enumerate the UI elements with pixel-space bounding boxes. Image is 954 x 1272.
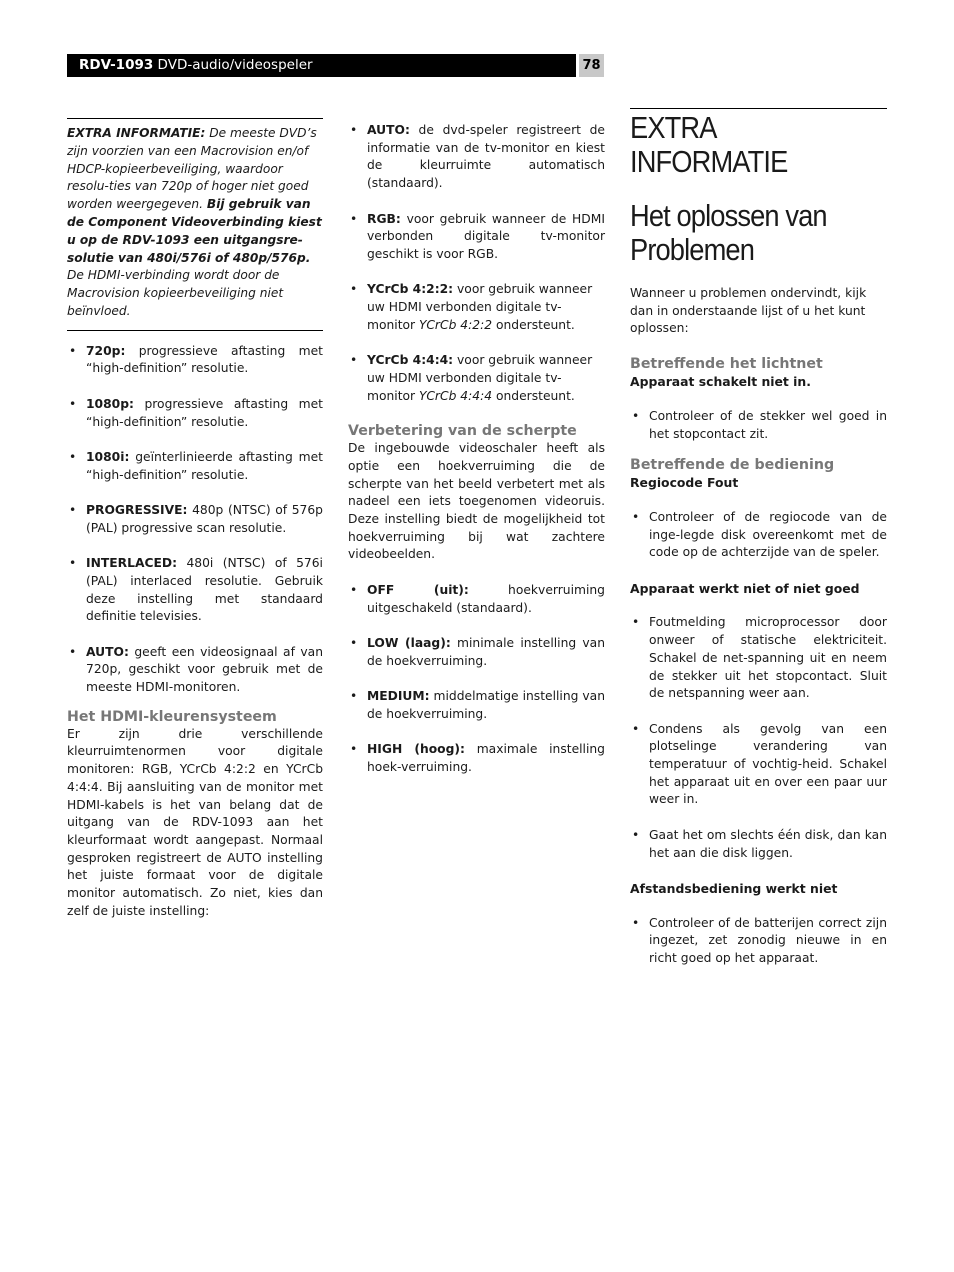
list-item: • Gaat het om slechts één disk, dan kan het aan die disk liggen.: [630, 827, 887, 862]
item-term: OFF (uit):: [367, 583, 469, 598]
list-item: [348, 122, 605, 193]
list-item: [348, 211, 605, 264]
item-term: 1080p:: [86, 396, 134, 411]
list-item: [67, 555, 323, 626]
item-italic: YCrCb 4:2:2: [419, 317, 493, 332]
middle-column: [348, 122, 605, 795]
list-item: • Controleer of de regiocode van de inge-legde disk overeenkomt met de code op de achterzijde van de speler.: [630, 509, 887, 562]
sharpness-heading: Verbetering van de scherpte: [348, 423, 577, 440]
note-bold-text: Bij gebruik van de Component Videoverbinding kiest u op de RDV-1093 een uitgangsre-solutie van 480i/576i of 480p/576p.: [67, 197, 322, 265]
list-item: [67, 644, 323, 697]
item-text: middelmatige instelling van de hoekverruiming.: [367, 689, 605, 722]
list-item: • Condens als gevolg van een plotselinge verandering van temperatuur of vochtig-heid. Schakel het apparaat uit en over een paar uur weer in.: [630, 721, 887, 810]
list-item: [67, 396, 323, 431]
sharpness-text: De ingebouwde videoschaler heeft als optie een hoekverruiming die de scherpte van het beeld verbetert met als nadeel een iets toegenomen videoruis. Deze instelling biedt de mogelijkheid tot hoekverruiming bij wat zachtere videobeelden.: [348, 441, 605, 562]
item-text: de dvd-speler registreert de informatie van de tv-monitor en kiest de kleurruimte automatisch (standaard).: [367, 123, 605, 191]
item-term: MEDIUM:: [367, 689, 430, 704]
extra-info-note: [67, 119, 323, 331]
item-text: hoekverruiming uitgeschakeld (standaard).: [367, 583, 605, 615]
item-term: AUTO:: [367, 123, 410, 137]
list-item: • Controleer of de batterijen correct zijn ingezet, zet zonodig nieuwe in en richt goed op het apparaat.: [630, 915, 887, 968]
item-term: LOW (laag):: [367, 636, 451, 651]
item-text: progressieve aftasting met “high-definition” resolutie.: [86, 343, 323, 376]
note-text-1: De meeste DVD’s zijn voorzien van een Macrovision en/of HDCP-kopieerbeveiliging, waardoor resolu-ties van 720p of hoger niet goed worden weergegeven.: [67, 126, 317, 212]
operation-heading: Betreffende de bediening: [630, 457, 835, 474]
item-term: 720p:: [86, 343, 126, 358]
list-item: [348, 635, 605, 670]
remote-list: [630, 915, 887, 968]
hdmi-color-text: Er zijn drie verschillende kleurruimtenormen voor digitale monitoren: RGB, YCrCb 4:2:2 en YCrCb 4:4:4. Bij aansluiting van de monitor met HDMI-kabels is het van belang dat de uitgang van de RDV-1093 aan het kleurformaat wordt aangepast. Normaal gesproken registreert de AUTO instelling het juiste formaat voor de digitale monitor automatisch. Zo niet, kies dan zelf de juiste instelling:: [67, 726, 323, 918]
color-space-list: [348, 122, 605, 405]
item-term: 1080i:: [86, 449, 130, 464]
power-subheading: Apparaat schakelt niet in.: [630, 374, 811, 390]
item-text: minimale instelling van de hoekverruiming.: [367, 636, 605, 668]
list-item: • Foutmelding microprocessor door onweer of statische elektriciteit. Schakel de net-spanning uit en neem de stekker uit het stopcontact. Sluit de netspanning weer aan.: [630, 614, 887, 703]
list-item: [348, 688, 605, 723]
power-list: [630, 408, 887, 443]
remote-subheading: Afstandsbediening werkt niet: [630, 880, 838, 896]
hdmi-color-heading: Het HDMI-kleurensysteem: [67, 708, 277, 725]
region-subheading: Regiocode Fout: [630, 475, 739, 491]
model-name: RDV-1093: [79, 57, 154, 73]
item-text: maximale instelling hoek-verruiming.: [367, 742, 605, 775]
page-number: 78: [579, 54, 604, 77]
item-term: PROGRESSIVE:: [86, 503, 188, 518]
section-title: EXTRA INFORMATIE: [630, 110, 788, 179]
item-text: voor gebruik wanneer uw HDMI verbonden digitale tv-monitor: [367, 282, 593, 332]
note-label: EXTRA INFORMATIE:: [67, 126, 206, 140]
page-header: [67, 54, 576, 77]
item-text: voor gebruik wanneer uw HDMI verbonden digitale tv-monitor: [367, 353, 593, 403]
list-item: [67, 343, 323, 378]
list-item: [348, 741, 605, 776]
resolution-list: [67, 343, 323, 697]
item-tail: ondersteunt.: [495, 317, 575, 332]
list-item: [67, 449, 323, 484]
list-item: [348, 281, 605, 334]
item-text: 480p (NTSC) of 576p (PAL) progressive scan resolutie.: [86, 503, 323, 535]
malfunction-subheading: Apparaat werkt niet of niet goed: [630, 580, 860, 596]
item-term: RGB:: [367, 211, 401, 226]
item-text: 480i (NTSC) of 576i (PAL) interlaced resolutie. Gebruik deze instelling met standaard definitie televisies.: [86, 556, 323, 624]
right-column: [630, 108, 887, 985]
list-item: [348, 352, 605, 405]
page-title: Het oplossen van Problemen: [630, 198, 827, 267]
item-term: INTERLACED:: [86, 556, 178, 571]
power-heading: Betreffende het lichtnet: [630, 356, 823, 373]
item-term: AUTO:: [86, 644, 129, 659]
region-list: [630, 509, 887, 562]
item-text: voor gebruik wanneer de HDMI verbonden digitale tv-monitor geschikt is voor RGB.: [367, 211, 605, 261]
note-text-2: De HDMI-verbinding wordt door de Macrovision kopieerbeveiliging niet beïnvloed.: [67, 268, 284, 318]
item-text: geïnterlinieerde aftasting met “high-definition” resolutie.: [86, 449, 323, 482]
item-term: YCrCb 4:2:2:: [367, 282, 454, 297]
list-item: • Controleer of de stekker wel goed in het stopcontact zit.: [630, 408, 887, 443]
list-item: [348, 582, 605, 617]
intro-text: Wanneer u problemen ondervindt, kijk dan in onderstaande lijst of u het kunt oplossen:: [630, 286, 867, 336]
sharpness-list: [348, 582, 605, 777]
item-term: HIGH (hoog):: [367, 742, 465, 757]
item-text: geeft een videosignaal af van 720p, geschikt voor gebruik met de meeste HDMI-monitoren.: [86, 644, 323, 695]
header-subtitle: DVD-audio/videospeler: [157, 57, 313, 73]
item-italic: YCrCb 4:4:4: [419, 388, 493, 403]
item-tail: ondersteunt.: [495, 388, 575, 403]
list-item: [67, 502, 323, 537]
title-rule: [630, 108, 887, 109]
malfunction-list: [630, 614, 887, 862]
item-term: YCrCb 4:4:4:: [367, 353, 454, 368]
item-text: progressieve aftasting met “high-definition” resolutie.: [86, 396, 323, 429]
left-column: [67, 118, 323, 920]
